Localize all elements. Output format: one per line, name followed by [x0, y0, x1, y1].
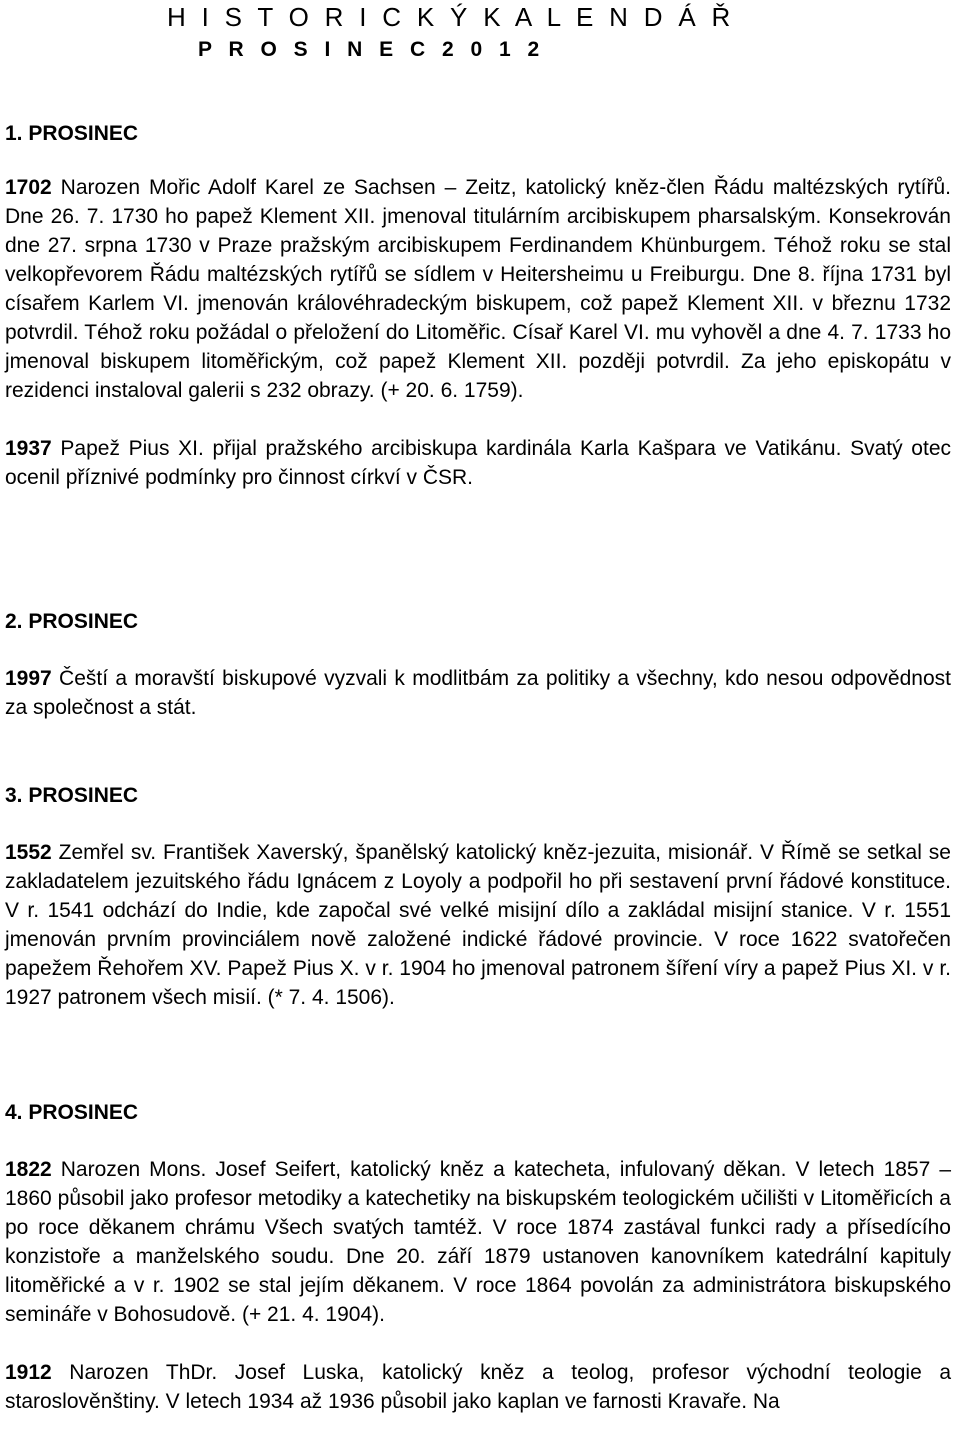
entry-text: Papež Pius XI. přijal pražského arcibiskupa kardinála Karla Kašpara ve Vatikánu. Svatý otec ocenil příznivé podmínky pro činnost církví v ČSR.: [5, 437, 951, 489]
document-subtitle: P R O S I N E C 2 0 1 2: [198, 38, 545, 61]
entry-year: 1702: [5, 176, 52, 199]
document-title: H I S T O R I C K Ý K A L E N D Á Ř: [167, 2, 735, 32]
entry-year: 1997: [5, 667, 52, 690]
day-section-3: [5, 784, 951, 1012]
entry-year: 1822: [5, 1158, 52, 1181]
entry-year: 1937: [5, 437, 52, 460]
calendar-entry: [5, 173, 951, 405]
entry-text: Narozen Mons. Josef Seifert, katolický kněz a katecheta, infulovaný děkan. V letech 1857 – 1860 působil jako profesor metodiky a katechetiky na biskupském teologickém učilišti v Litoměřicích a po roce děkanem chrámu Všech svatých tamtéž. V roce 1874 zastával funkci rady a přísedícího konzistoře a manželského soudu. Dne 20. září 1879 ustanoven kanovníkem katedrální kapituly litoměřické a v r. 1902 se stal jejím děkanem. V roce 1864 povolán za administrátora biskupského semináře v Bohosudově. (+ 21. 4. 1904).: [5, 1158, 951, 1326]
entry-year: 1552: [5, 841, 52, 864]
day-heading: 4. PROSINEC: [5, 1101, 139, 1124]
calendar-entry: [5, 1358, 951, 1416]
day-heading: 2. PROSINEC: [5, 610, 139, 633]
calendar-entry: [5, 1155, 951, 1329]
day-section-1: [5, 122, 951, 492]
day-section-2: [5, 610, 951, 722]
day-section-4: [5, 1101, 951, 1416]
day-heading: 1. PROSINEC: [5, 122, 139, 145]
entry-text: Narozen Mořic Adolf Karel ze Sachsen – Zeitz, katolický kněz-člen Řádu maltézských rytířů. Dne 26. 7. 1730 ho papež Klement XII. jmenoval titulárním arcibiskupem pharsalským. Konsekrován dne 27. srpna 1730 v Praze pražským arcibiskupem Ferdinandem Khünburgem. Téhož roku se stal velkopřevorem Řádu maltézských rytířů se sídlem v Heitersheimu u Freiburgu. Dne 8. října 1731 byl císařem Karlem VI. jmenován královéhradeckým biskupem, což papež Klement XII. v březnu 1732 potvrdil. Téhož roku požádal o přeložení do Litoměřic. Císař Karel VI. mu vyhověl a dne 4. 7. 1733 ho jmenoval biskupem litoměřickým, což papež Klement XII. později potvrdil. Za jeho episkopátu v rezidenci instaloval galerii s 232 obrazy. (+ 20. 6. 1759).: [5, 176, 951, 402]
calendar-entry: [5, 838, 951, 1012]
day-heading: 3. PROSINEC: [5, 784, 139, 807]
entry-year: 1912: [5, 1361, 52, 1384]
calendar-entry: [5, 434, 951, 492]
entry-text: Narozen ThDr. Josef Luska, katolický kněz a teolog, profesor východní teologie a staroslověnštiny. V letech 1934 až 1936 působil jako kaplan ve farnosti Kravaře. Na: [5, 1361, 951, 1413]
entry-text: Čeští a moravští biskupové vyzvali k modlitbám za politiky a všechny, kdo nesou odpovědnost za společnost a stát.: [5, 667, 951, 719]
calendar-entry: [5, 664, 951, 722]
entry-text: Zemřel sv. František Xaverský, španělský katolický kněz-jezuita, misionář. V Římě se setkal se zakladatelem jezuitského řádu Ignácem z Loyoly a podpořil ho při sestavení první řádové konstituce. V r. 1541 odchází do Indie, kde započal své velké misijní dílo a zakládal misijní stanice. V r. 1551 jmenován prvním provinciálem nově založené indické řádové provincie. V roce 1622 svatořečen papežem Řehořem XV. Papež Pius X. v r. 1904 ho jmenoval patronem šíření víry a papež Pius XI. v r. 1927 patronem všech misií. (* 7. 4. 1506).: [5, 841, 951, 1009]
